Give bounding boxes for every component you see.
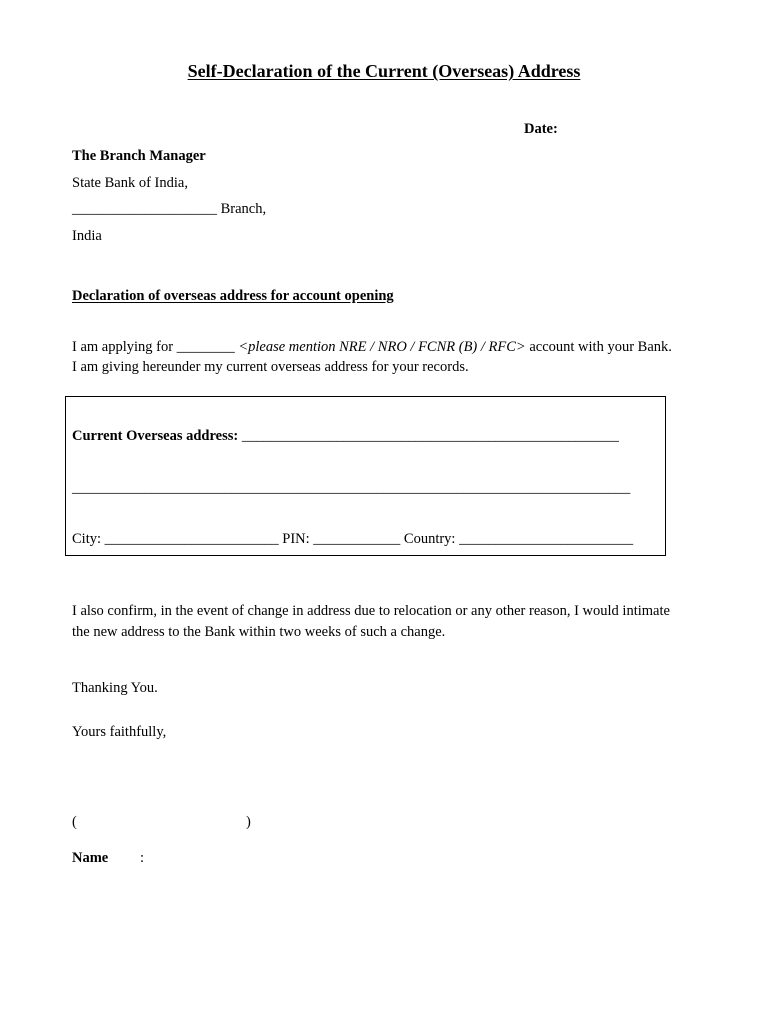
yours-faithfully: Yours faithfully, (72, 724, 167, 740)
addressee-title: The Branch Manager (72, 148, 206, 164)
para1-line1 (72, 339, 672, 356)
addressee-branch: ____________________ Branch, (72, 201, 267, 217)
signature-paren-close: ) (246, 814, 251, 830)
para2-line2: the new address to the Bank within two weeks of such a change. (72, 624, 446, 640)
addressee-country: India (72, 228, 102, 244)
addressee-bank: State Bank of India, (72, 175, 188, 191)
para2-line1: I also confirm, in the event of change in address due to relocation or any other reason, I would intimate (72, 603, 670, 619)
para1-line2: I am giving hereunder my current overseas address for your records. (72, 359, 469, 375)
address-city-pin-country: City: ________________________ PIN: ____________ Country: ________________________ (72, 531, 634, 547)
account-type-hint: <please mention NRE / NRO / FCNR (B) / RFC> (238, 339, 526, 355)
date-label: Date: (524, 121, 558, 137)
subject-heading: Declaration of overseas address for account opening (72, 288, 394, 304)
address-label: Current Overseas address: (72, 428, 239, 444)
para1-suffix: account with your Bank. (525, 339, 672, 355)
document-title: Self-Declaration of the Current (Overseas) Address (187, 61, 581, 81)
signature-paren-open: ( (72, 814, 77, 830)
para1-prefix: I am applying for ________ (72, 339, 239, 355)
address-blank: ____________________________________________________ (238, 428, 619, 444)
name-label: Name (72, 850, 109, 866)
name-colon: : (140, 850, 145, 866)
address-line1 (72, 428, 619, 445)
thanking-you: Thanking You. (72, 680, 158, 696)
address-line2: _____________________________________________________________________________ (72, 480, 631, 496)
